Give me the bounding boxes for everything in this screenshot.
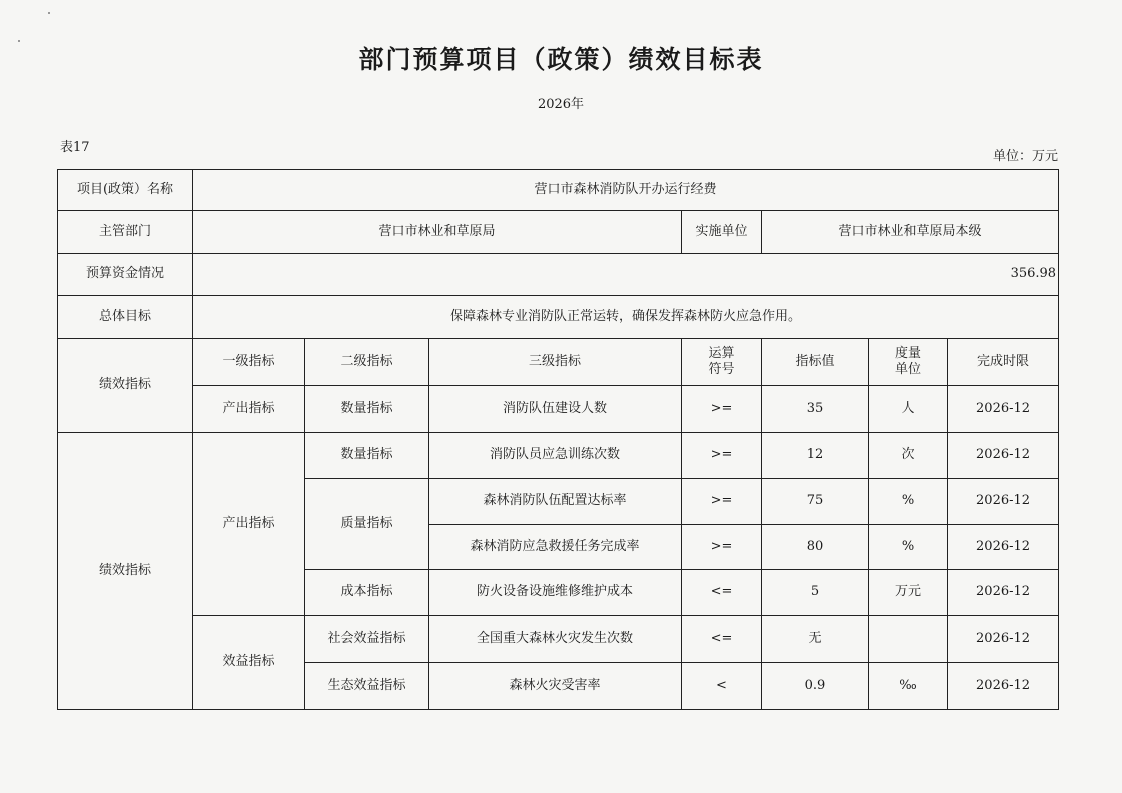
- indicator-unit: 人: [869, 386, 948, 433]
- level2-quantity-cell: 数量指标: [305, 433, 429, 479]
- page-year: 2026年: [537, 97, 585, 112]
- level1-cell: 产出指标: [193, 386, 305, 433]
- indicator-operator: <=: [682, 616, 762, 663]
- indicator-unit: ‰: [869, 663, 948, 710]
- goal-label: 总体目标: [58, 296, 193, 339]
- col-value: 指标值: [762, 339, 869, 386]
- indicator-deadline: 2026-12: [948, 386, 1059, 433]
- project-value: 营口市森林消防队开办运行经费: [193, 170, 1059, 211]
- indicator-deadline: 2026-12: [948, 570, 1059, 616]
- indicator-unit: 次: [869, 433, 948, 479]
- indicator-value: 0.9: [762, 663, 869, 710]
- page-title: 部门预算项目（政策）绩效目标表: [358, 45, 764, 74]
- performance-target-table: [57, 169, 1059, 710]
- department-row: [58, 211, 1059, 254]
- indicator-name: 森林消防应急救援任务完成率: [429, 525, 682, 570]
- table-row: [58, 386, 1059, 433]
- indicator-value: 35: [762, 386, 869, 433]
- indicator-value: 12: [762, 433, 869, 479]
- col-unit-line2: 单位: [894, 362, 921, 377]
- indicator-unit: %: [869, 479, 948, 525]
- budget-value: 356.98: [193, 254, 1059, 296]
- col-unit: [869, 339, 948, 386]
- col-level2: 二级指标: [305, 339, 429, 386]
- scan-speck: [48, 12, 50, 14]
- section-label-top: 绩效指标: [58, 339, 193, 433]
- col-operator-line2: 符号: [708, 362, 735, 377]
- indicator-operator: >=: [682, 479, 762, 525]
- indicator-value: 5: [762, 570, 869, 616]
- indicator-unit: %: [869, 525, 948, 570]
- indicator-deadline: 2026-12: [948, 479, 1059, 525]
- indicator-name: 防火设备设施维修维护成本: [429, 570, 682, 616]
- department-value: 营口市林业和草原局: [193, 211, 682, 254]
- col-unit-line1: 度量: [894, 345, 921, 361]
- indicator-name: 全国重大森林火灾发生次数: [429, 616, 682, 663]
- indicator-name: 森林火灾受害率: [429, 663, 682, 710]
- indicator-deadline: 2026-12: [948, 433, 1059, 479]
- indicator-value: 无: [762, 616, 869, 663]
- implementing-unit-label: 实施单位: [682, 211, 762, 254]
- level2-quality-cell: 质量指标: [305, 479, 429, 570]
- col-operator-line1: 运算: [708, 345, 735, 361]
- goal-row: [58, 296, 1059, 339]
- indicator-unit: 万元: [869, 570, 948, 616]
- level1-output-cell: 产出指标: [193, 433, 305, 616]
- indicator-operator: >=: [682, 433, 762, 479]
- indicator-operator: >=: [682, 386, 762, 433]
- indicator-deadline: 2026-12: [948, 663, 1059, 710]
- column-header-row: [58, 339, 1059, 386]
- col-operator: [682, 339, 762, 386]
- indicator-value: 80: [762, 525, 869, 570]
- section-label-bottom: 绩效指标: [58, 433, 193, 710]
- project-row: [58, 170, 1059, 211]
- col-level3: 三级指标: [429, 339, 682, 386]
- col-level1: 一级指标: [193, 339, 305, 386]
- indicator-operator: >=: [682, 525, 762, 570]
- table-row: [58, 616, 1059, 663]
- level2-cell: 数量指标: [305, 386, 429, 433]
- level2-cost-cell: 成本指标: [305, 570, 429, 616]
- indicator-name: 消防队员应急训练次数: [429, 433, 682, 479]
- level2-social-cell: 社会效益指标: [305, 616, 429, 663]
- implementing-unit-value: 营口市林业和草原局本级: [762, 211, 1059, 254]
- indicator-value: 75: [762, 479, 869, 525]
- unit-note: 单位：万元: [992, 149, 1058, 164]
- indicator-name: 消防队伍建设人数: [429, 386, 682, 433]
- indicator-deadline: 2026-12: [948, 525, 1059, 570]
- indicator-operator: <: [682, 663, 762, 710]
- budget-label: 预算资金情况: [58, 254, 193, 296]
- project-label: 项目(政策）名称: [58, 170, 193, 211]
- indicator-name: 森林消防队伍配置达标率: [429, 479, 682, 525]
- level2-ecology-cell: 生态效益指标: [305, 663, 429, 710]
- budget-row: [58, 254, 1059, 296]
- indicator-deadline: 2026-12: [948, 616, 1059, 663]
- level1-benefit-cell: 效益指标: [193, 616, 305, 710]
- department-label: 主管部门: [58, 211, 193, 254]
- goal-value: 保障森林专业消防队正常运转，确保发挥森林防火应急作用。: [193, 296, 1059, 339]
- col-deadline: 完成时限: [948, 339, 1059, 386]
- indicator-unit: [869, 616, 948, 663]
- table-row: [58, 433, 1059, 479]
- table-number: 表17: [60, 140, 90, 155]
- indicator-operator: <=: [682, 570, 762, 616]
